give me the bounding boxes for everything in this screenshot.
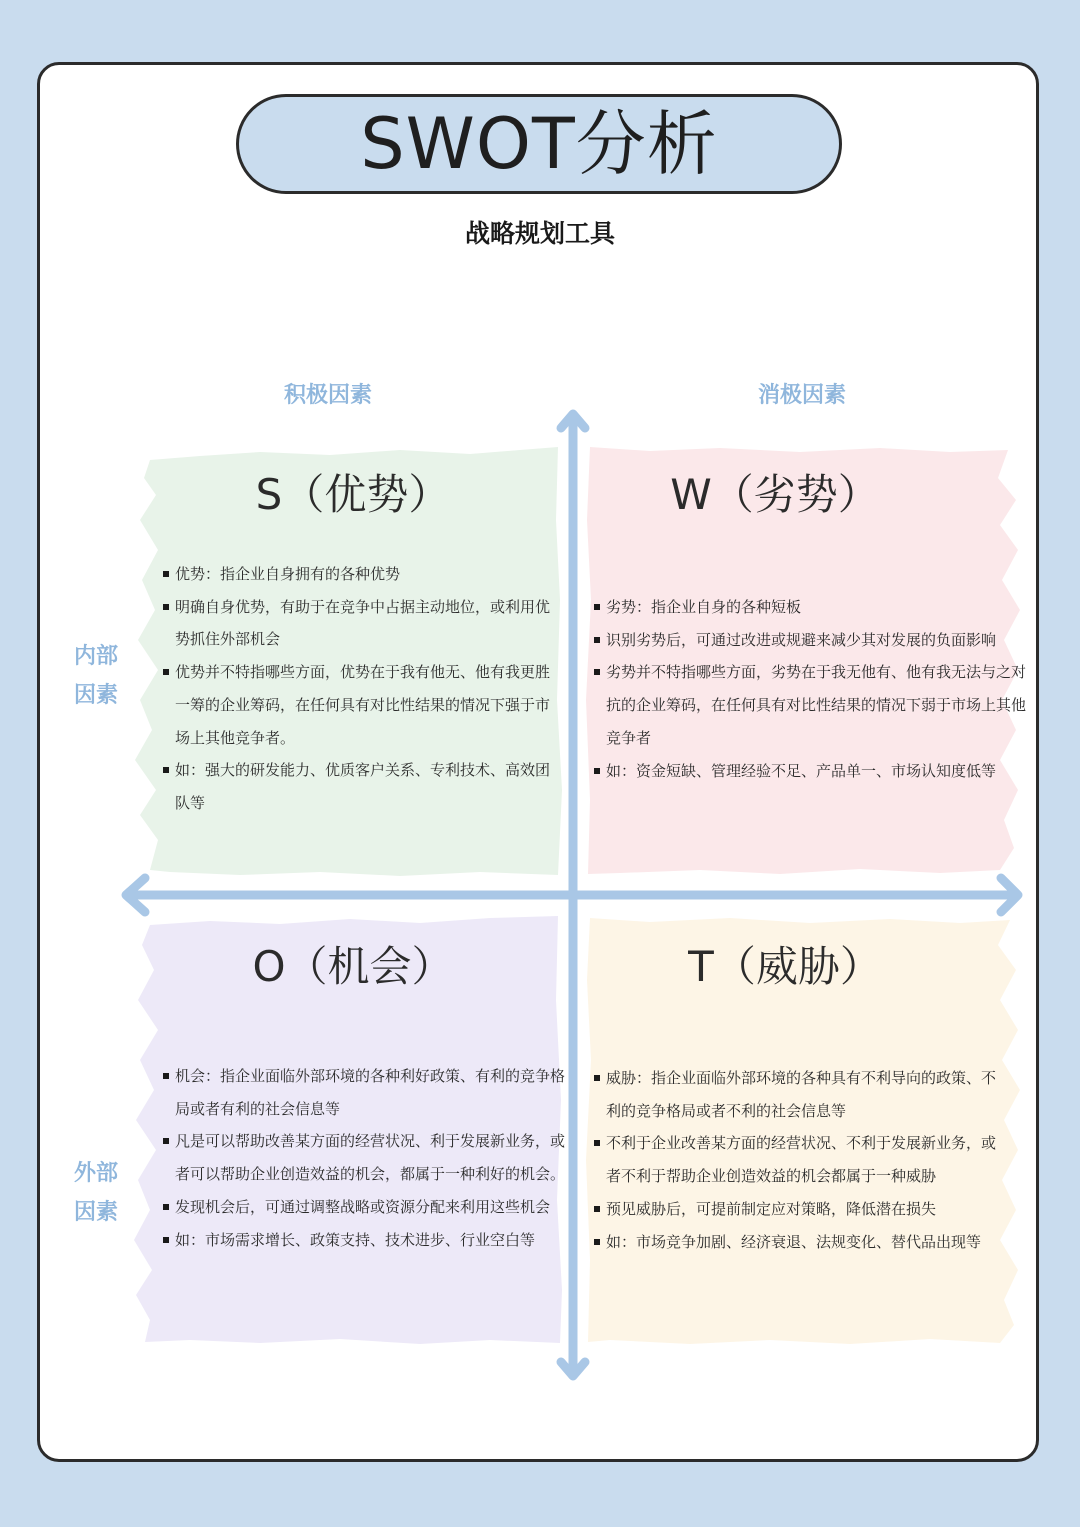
list-item: 发现机会后，可通过调整战略或资源分配来利用这些机会 (163, 1191, 567, 1224)
list-item: 识别劣势后，可通过改进或规避来减少其对发展的负面影响 (594, 624, 1030, 657)
axis-label-negative: 消极因素 (757, 383, 846, 408)
opportunities-title: O（机会） (252, 942, 454, 991)
list-item: 劣势并不特指哪些方面，劣势在于我无他有、他有我无法与之对抗的企业筹码，在任何具有对比性结果的情况下弱于市场上其他竞争者 (594, 656, 1030, 754)
page-subtitle: 战略规划工具 (464, 219, 615, 248)
weaknesses-title: W（劣势） (670, 470, 880, 519)
threats-list (594, 1062, 1006, 1258)
list-item: 不利于企业改善某方面的经营状况、不利于发展新业务，或者不利于帮助企业创造效益的机会都属于一种威胁 (594, 1127, 1006, 1192)
axis-label-internal: 内部 因素 (73, 644, 118, 708)
list-item: 威胁：指企业面临外部环境的各种具有不利导向的政策、不利的竞争格局或者不利的社会信息等 (594, 1062, 1006, 1127)
strengths-title: S（优势） (255, 470, 451, 519)
list-item: 如：强大的研发能力、优质客户关系、专利技术、高效团队等 (163, 754, 555, 819)
list-item: 预见威胁后，可提前制定应对策略，降低潜在损失 (594, 1193, 1006, 1226)
weaknesses-list (594, 591, 1030, 787)
list-item: 如：市场需求增长、政策支持、技术进步、行业空白等 (163, 1224, 567, 1257)
list-item: 机会：指企业面临外部环境的各种利好政策、有利的竞争格局或者有利的社会信息等 (163, 1060, 567, 1125)
axis-label-external: 外部 因素 (73, 1161, 118, 1225)
opportunities-list (163, 1060, 567, 1256)
list-item: 如：市场竞争加剧、经济衰退、法规变化、替代品出现等 (594, 1226, 1006, 1259)
list-item: 凡是可以帮助改善某方面的经营状况、利于发展新业务，或者可以帮助企业创造效益的机会，都属于一种利好的机会。 (163, 1125, 567, 1190)
axis-label-positive: 积极因素 (283, 383, 372, 408)
strengths-list (163, 558, 555, 820)
threats-title: T（威胁） (688, 942, 882, 991)
list-item: 优势并不特指哪些方面，优势在于我有他无、他有我更胜一筹的企业筹码，在任何具有对比性结果的情况下强于市场上其他竞争者。 (163, 656, 555, 754)
page-title: SWOT分析 (360, 103, 718, 185)
list-item: 优势：指企业自身拥有的各种优势 (163, 558, 555, 591)
list-item: 如：资金短缺、管理经验不足、产品单一、市场认知度低等 (594, 755, 1030, 788)
list-item: 明确自身优势，有助于在竞争中占据主动地位，或利用优势抓住外部机会 (163, 591, 555, 656)
list-item: 劣势：指企业自身的各种短板 (594, 591, 1030, 624)
